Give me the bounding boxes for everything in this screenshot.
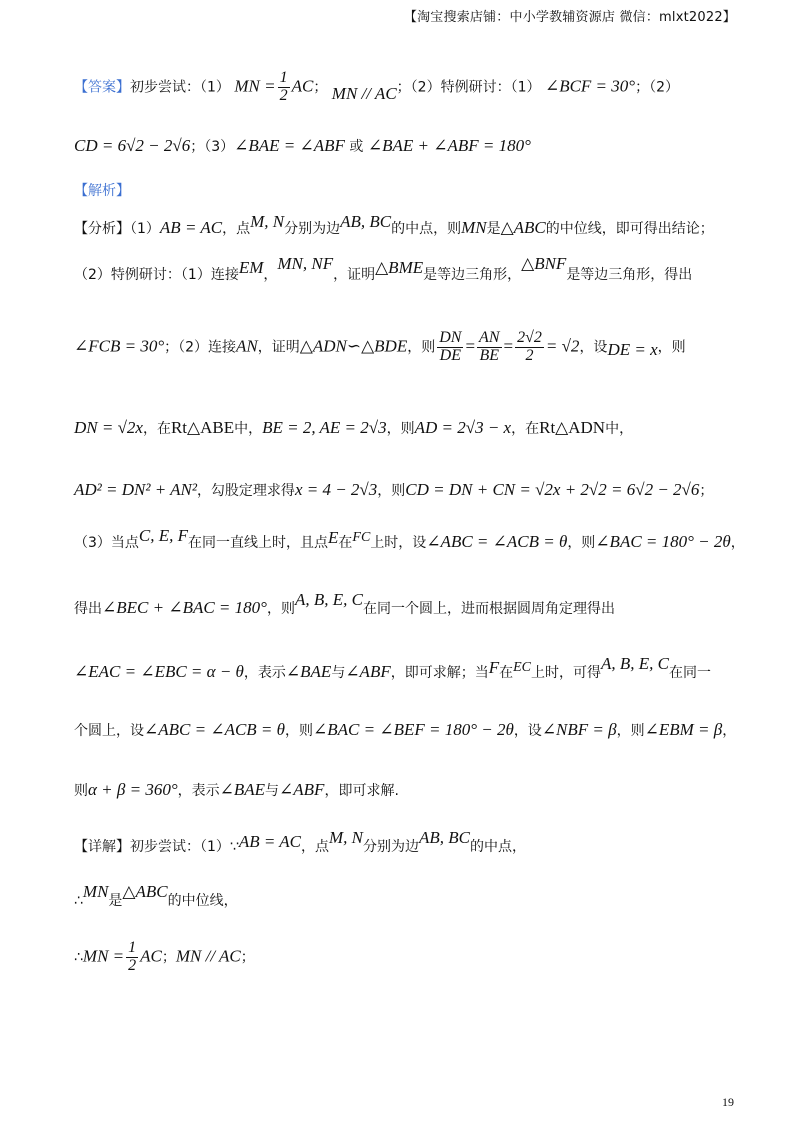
detail-line-3 — [74, 940, 255, 975]
text: 的中位线， — [167, 893, 238, 909]
text: ； — [161, 949, 176, 966]
math: MN // AC — [175, 946, 241, 966]
text: 是 — [486, 221, 501, 237]
text: 与 — [265, 783, 280, 799]
text: 在同一个圆上，进而根据圆周角定理得出 — [362, 601, 615, 617]
text: ，则 — [377, 483, 406, 499]
text: ，证明 — [257, 339, 300, 356]
page-header: 【淘宝搜索店铺：中小学教辅资源店 微信：mlxt2022】 — [403, 10, 736, 25]
text: ；（2）特例研讨：（1） — [396, 79, 541, 96]
text: 中， — [605, 421, 634, 437]
text: （2）特例研讨：（1）连接 — [74, 267, 239, 283]
text: ，则 — [285, 723, 313, 739]
text: ，表示 — [243, 665, 286, 681]
text: 初步尝试：（1） — [130, 79, 230, 96]
math: Rt△ADN — [539, 418, 606, 437]
math: ∠BAC = ∠BEF = 180° − 2θ — [313, 720, 514, 739]
text: ，设 — [513, 723, 542, 739]
math: E — [328, 528, 339, 547]
math: AB = AC — [238, 832, 301, 851]
text: 则 — [74, 783, 88, 799]
math: ∠BAC = 180° − 2θ — [595, 532, 731, 551]
text: ，点 — [300, 839, 329, 855]
text: 在 — [499, 665, 514, 681]
math: ∠ABF — [345, 662, 391, 681]
math: DE = x — [607, 340, 658, 360]
text: 分别为边 — [284, 221, 341, 237]
text: 【分析】（1） — [74, 221, 160, 237]
math: AN — [236, 336, 258, 356]
math: FC — [352, 530, 371, 545]
math: ∠BAE — [219, 780, 266, 799]
math: △BME — [375, 258, 424, 277]
analysis-heading — [74, 180, 130, 200]
math: F — [488, 658, 500, 677]
text: ， — [263, 267, 278, 283]
text: ，证明 — [333, 267, 376, 283]
math: A, B, E, C — [601, 654, 669, 673]
text: 上时，可得 — [531, 665, 601, 681]
math: Rt△ABE — [170, 418, 235, 437]
math: ∠BEC + ∠BAC = 180° — [102, 598, 267, 617]
text: 是等边三角形， — [423, 267, 522, 283]
text: ，勾股定理求得 — [196, 483, 295, 499]
text: ；（2） — [635, 79, 679, 96]
math: AD = 2√3 − x — [414, 418, 512, 437]
text: 【详解】初步尝试：（1）∵ — [74, 839, 239, 855]
math: C, E, F — [138, 526, 189, 545]
answer-line-2 — [74, 136, 531, 156]
text: 得出 — [74, 601, 102, 617]
math: ∠BAE — [285, 662, 332, 681]
text: ，则 — [266, 601, 295, 617]
text: ∴ — [74, 893, 83, 909]
math: MN = — [234, 76, 276, 96]
page-number: 19 — [722, 1095, 734, 1109]
math: ∠NBF = β — [541, 720, 617, 739]
text: 是 — [108, 893, 123, 909]
text: ，则 — [567, 535, 596, 551]
text: 或 — [344, 139, 368, 155]
text: 的中位线，即可得出结论； — [545, 221, 714, 237]
math: ∠ABC = ∠ACB = θ — [144, 720, 285, 739]
math: △ADN∽△BDE — [299, 336, 408, 356]
math: M, N — [250, 212, 285, 231]
math: MN = — [82, 946, 125, 966]
fraction: $\frac{AN}{BE}$ — [479, 329, 500, 364]
fraction: $\frac{1}{2}$ — [128, 939, 137, 974]
analysis-line-8 — [74, 654, 711, 682]
math: MN, NF — [277, 254, 334, 273]
math: ∠EAC = ∠EBC = α − θ — [74, 662, 244, 681]
text: ∴ — [74, 949, 83, 966]
fraction: $\frac{DN}{DE}$ — [439, 329, 462, 364]
text: 分别为边 — [362, 839, 419, 855]
text: ，设 — [579, 339, 608, 356]
text: ，则 — [616, 723, 645, 739]
math: ∠FCB = 30° — [74, 336, 165, 356]
math: AB, BC — [418, 828, 470, 847]
math: △ABC — [122, 882, 168, 901]
text: ；（2）连接 — [164, 339, 237, 356]
detail-line-1 — [74, 828, 526, 856]
text: ，在 — [142, 421, 171, 437]
text: ； — [240, 949, 255, 966]
math: AC — [140, 946, 162, 966]
text: ； — [313, 79, 328, 96]
text: 在同一 — [669, 665, 711, 681]
math: ∠BAE = ∠ABF — [234, 136, 345, 155]
analysis-line-2 — [74, 254, 693, 284]
math: MN // AC — [331, 84, 397, 104]
analysis-line-3 — [74, 330, 686, 365]
text: （3）当点 — [74, 535, 139, 551]
math: EC — [513, 660, 531, 675]
math: M, N — [328, 828, 363, 847]
analysis-line-5 — [74, 480, 713, 500]
text: ， — [730, 535, 745, 551]
math: A, B, E, C — [294, 590, 363, 609]
math: ∠ABC = ∠ACB = θ — [426, 532, 568, 551]
math: △BNF — [521, 254, 567, 273]
math: EM — [238, 258, 264, 277]
fraction: $\frac{1}{2}$ — [279, 69, 288, 104]
text: ；（3） — [190, 139, 235, 155]
answer-tag: 【答案】 — [74, 79, 130, 96]
analysis-line-1 — [74, 212, 714, 238]
text: ； — [699, 483, 714, 499]
math: BE = 2, AE = 2√3 — [262, 418, 387, 437]
text: 在 — [338, 535, 353, 551]
math: ∠EBM = β — [644, 720, 723, 739]
text: 的中点，则 — [391, 221, 462, 237]
analysis-line-4 — [74, 418, 633, 438]
math: AB, BC — [340, 212, 392, 231]
text: ，则 — [386, 421, 415, 437]
text: 的中点， — [469, 839, 526, 855]
analysis-tag: 【解析】 — [74, 183, 130, 199]
text: ， — [722, 723, 737, 739]
text: ，在 — [511, 421, 540, 437]
text: 上时，设 — [370, 535, 427, 551]
text: ，则 — [407, 339, 436, 356]
fraction: $\frac{2√2}{2}$ — [517, 329, 542, 364]
math: MN — [461, 218, 487, 237]
math: x = 4 − 2√3 — [294, 480, 378, 499]
math: AC — [291, 76, 314, 96]
math: AB = AC — [159, 218, 223, 237]
math: = — [503, 336, 514, 356]
text: ，即可求解. — [324, 783, 399, 799]
text: ，表示 — [177, 783, 220, 799]
analysis-line-10 — [74, 780, 399, 800]
text: 个圆上，设 — [74, 723, 144, 739]
math: α + β = 360° — [88, 780, 178, 799]
analysis-line-7 — [74, 590, 615, 618]
text: 在同一直线上时，且点 — [188, 535, 329, 551]
text: 是等边三角形，得出 — [566, 267, 693, 283]
math: △ABC — [500, 218, 546, 237]
math: = — [465, 336, 476, 356]
math: MN — [82, 882, 109, 901]
math: ∠BCF = 30° — [544, 76, 636, 96]
text: 中， — [234, 421, 263, 437]
math: DN = √2x — [74, 418, 143, 437]
text: ，点 — [222, 221, 251, 237]
analysis-line-6 — [74, 526, 745, 552]
math: = √2 — [545, 336, 580, 356]
math: CD = DN + CN = √2x + 2√2 = 6√2 − 2√6 — [405, 480, 700, 499]
math: CD = 6√2 − 2√6 — [74, 136, 191, 155]
answer-line-1 — [74, 70, 679, 105]
math: AD² = DN² + AN² — [74, 480, 197, 499]
detail-line-2 — [74, 882, 238, 910]
text: ，则 — [657, 339, 686, 356]
math: ∠BAE + ∠ABF = 180° — [367, 136, 531, 155]
math: ∠ABF — [279, 780, 325, 799]
text: ，即可求解；当 — [390, 665, 489, 681]
text: 与 — [331, 665, 346, 681]
analysis-line-9 — [74, 720, 736, 740]
